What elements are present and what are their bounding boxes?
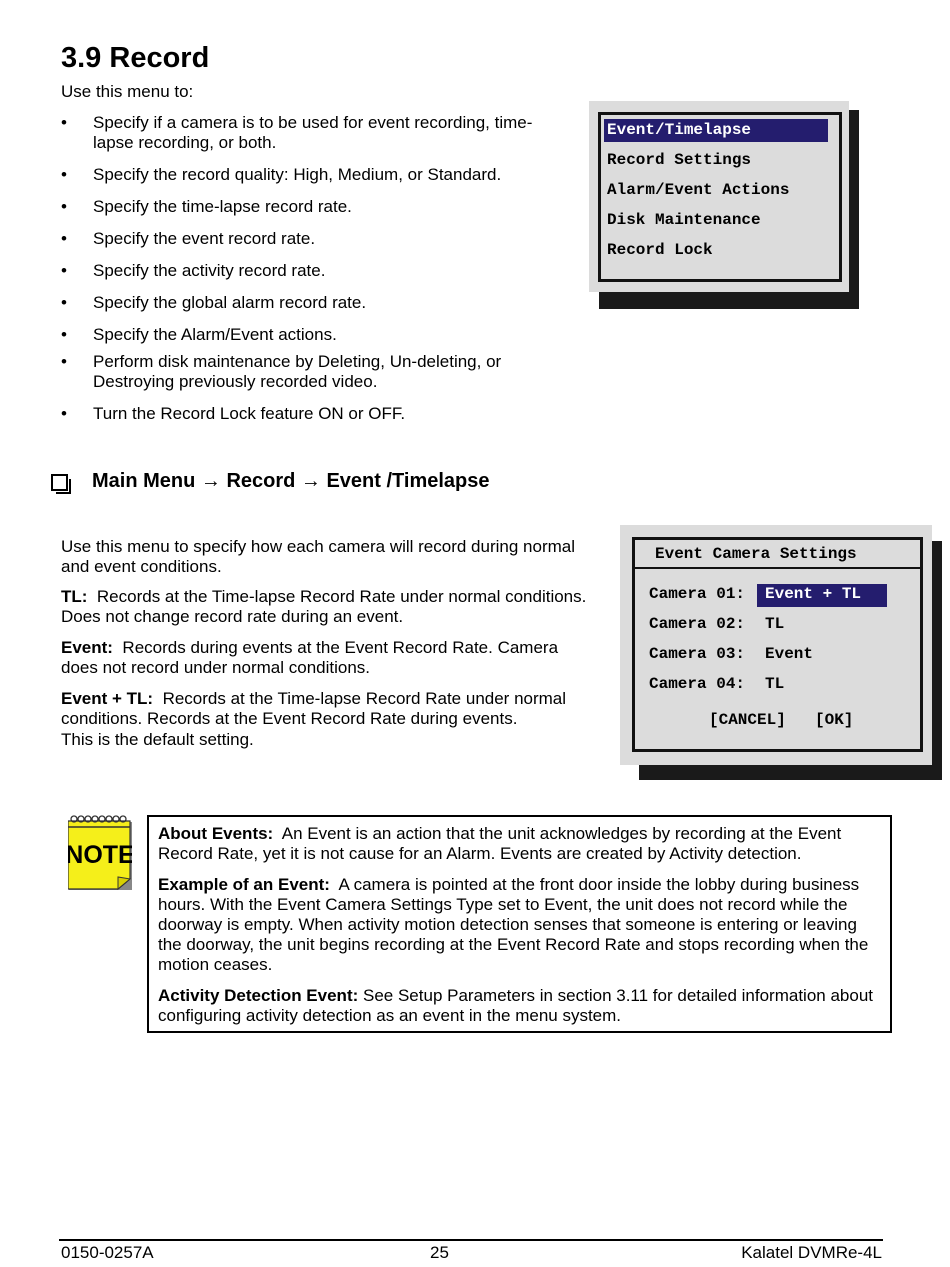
doc-number: 0150-0257A: [61, 1243, 154, 1262]
menu-item-disk-maintenance[interactable]: Disk Maintenance: [607, 211, 761, 229]
bullet-glyph: •: [61, 261, 67, 280]
camera-04-value[interactable]: TL: [765, 675, 785, 693]
bullet-text: Specify the event record rate.: [93, 229, 316, 248]
checkbox-icon: [51, 474, 68, 491]
tl-label: TL:: [61, 587, 88, 606]
camera-01-value[interactable]: Event + TL: [765, 585, 862, 603]
camera-label: Camera 03:: [649, 645, 746, 663]
cancel-button[interactable]: [CANCEL]: [709, 711, 786, 729]
bullet-glyph: •: [61, 293, 67, 312]
bullet-glyph: •: [61, 165, 67, 184]
intro-text: Use this menu to:: [61, 82, 194, 101]
event-text: Records during events at the Event Record Rate. Camera does not record under normal conditions.: [61, 638, 559, 677]
bullet-text: Turn the Record Lock feature ON or OFF.: [93, 404, 406, 423]
bullet-glyph: •: [61, 325, 67, 344]
camera-03-value[interactable]: Event: [765, 645, 814, 663]
bullet-glyph: •: [61, 197, 67, 216]
bullet-text: Specify the time-lapse record rate.: [93, 197, 352, 216]
default-note: This is the default setting.: [61, 730, 254, 749]
event-tl-paragraph: [61, 689, 606, 729]
page-title: 3.9 Record: [61, 42, 210, 74]
product-name: Kalatel DVMRe-4L: [741, 1243, 882, 1262]
camera-label: Camera 04:: [649, 675, 746, 693]
bullet-text: Perform disk maintenance by Deleting, Un-deleting, or Destroying previously recorded video.: [93, 352, 502, 391]
page-number: 25: [430, 1243, 449, 1262]
bullet-text: Specify the Alarm/Event actions.: [93, 325, 337, 344]
example-text: A camera is pointed at the front door inside the lobby during business hours. With the Event Camera Settings Type set to Event, the unit does not record while the doorway is empty. When activity motion detection senses that someone is entering or leaving the doorway, the unit begins recording at the Event Record Rate and stops recording when the motion ceases.: [158, 875, 869, 974]
about-events-paragraph: [158, 824, 883, 864]
activity-text: See Setup Parameters in section 3.11 for detailed information about configuring activity detection as an event in the menu system.: [158, 986, 873, 1025]
about-events-label: About Events:: [158, 824, 274, 843]
menu-item-record-lock[interactable]: Record Lock: [607, 241, 713, 259]
event-tl-label: Event + TL:: [61, 689, 154, 708]
description-paragraph: Use this menu to specify how each camera will record during normal and event conditions.: [61, 537, 576, 576]
dialog-title: Event Camera Settings: [655, 545, 857, 563]
event-tl-text: Records at the Time-lapse Record Rate under normal conditions. Records at the Event Record Rate during events.: [61, 689, 567, 728]
menu-item-record-settings[interactable]: Record Settings: [607, 151, 752, 169]
bullet-text: Specify the record quality: High, Medium, or Standard.: [93, 165, 502, 184]
footer-rule: [59, 1239, 883, 1241]
example-label: Example of an Event:: [158, 875, 330, 894]
about-events-text: An Event is an action that the unit acknowledges by recording at the Event Record Rate, yet it is not cause for an Alarm. Events are created by Activity detection.: [158, 824, 842, 863]
bullet-glyph: •: [61, 404, 67, 423]
bullet-glyph: •: [61, 113, 67, 132]
bullet-text: Specify if a camera is to be used for event recording, time-lapse recording, or both.: [93, 113, 533, 152]
example-paragraph: [158, 875, 883, 975]
section-heading: Main Menu → Record → Event /Timelapse: [92, 470, 490, 492]
bullet-glyph: •: [61, 229, 67, 248]
tl-paragraph: [61, 587, 611, 627]
activity-paragraph: [158, 986, 883, 1026]
notepad-icon: [68, 815, 132, 890]
camera-label: Camera 02:: [649, 615, 746, 633]
camera-02-value[interactable]: TL: [765, 615, 785, 633]
camera-label: Camera 01:: [649, 585, 746, 603]
activity-label: Activity Detection Event:: [158, 986, 359, 1005]
event-label: Event:: [61, 638, 113, 657]
ok-button[interactable]: [OK]: [815, 711, 854, 729]
menu-item-alarm-event-actions[interactable]: Alarm/Event Actions: [607, 181, 790, 199]
bullet-text: Specify the activity record rate.: [93, 261, 326, 280]
record-menu-shadow: [599, 290, 859, 309]
bullet-glyph: •: [61, 352, 67, 371]
event-paragraph: [61, 638, 596, 678]
menu-item-event-timelapse[interactable]: Event/Timelapse: [607, 121, 752, 139]
note-label: NOTE: [68, 841, 132, 869]
record-menu-shadow: [849, 110, 859, 309]
divider: [635, 567, 920, 569]
tl-text: Records at the Time-lapse Record Rate under normal conditions. Does not change record rate during an event.: [61, 587, 587, 626]
bullet-text: Specify the global alarm record rate.: [93, 293, 367, 312]
